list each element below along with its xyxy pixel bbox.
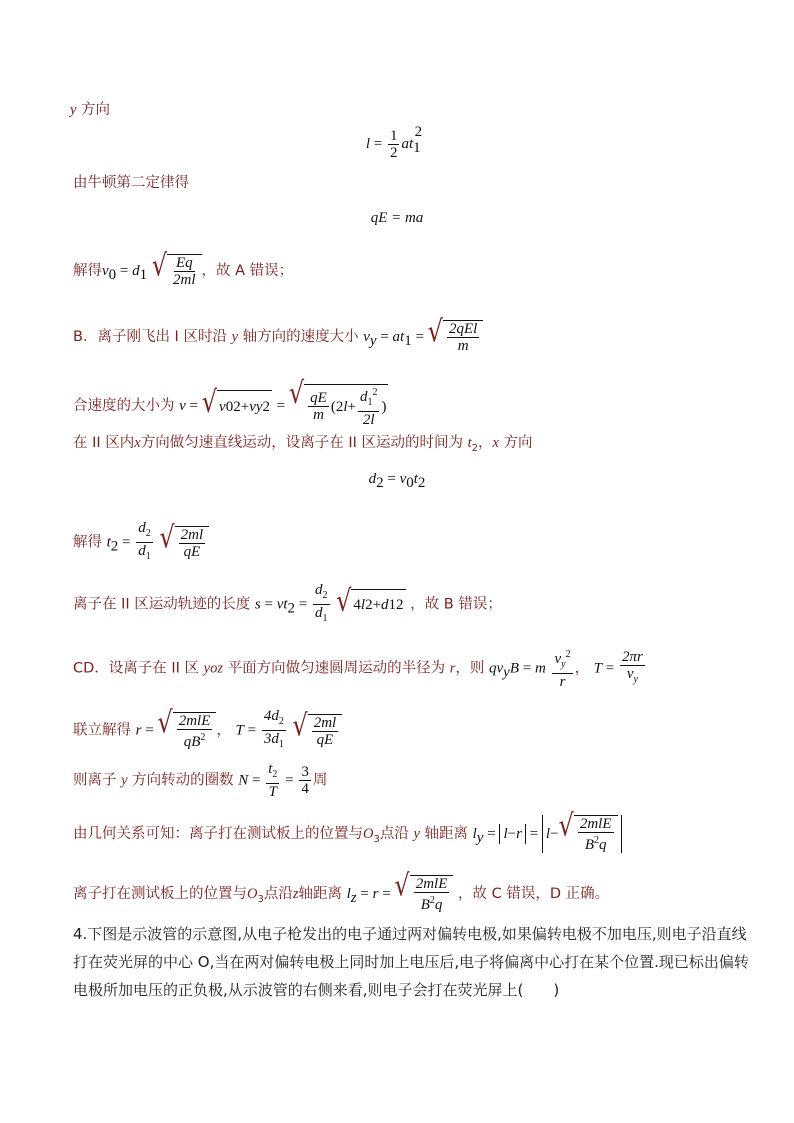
joint-solve-line: 联立解得 r = √ $\frac{\text{2mlE}}{qB^2}$ ， T = $\frac{4d_2}{3d_1}$ √ $\frac{2ml}{qE}$: [73, 708, 342, 753]
solve-v0-line: 解得$v_0 = d_1$ √ $\frac{Eq}{2ml}$ ，故 A 错误；: [73, 248, 294, 288]
turns-line: 则离子 y 方向转动的圈数 N = $\frac{t_2}{T}$ = $\frac{3}{4}$ 周: [73, 761, 328, 800]
region2-line: 在 II 区内x方向做匀速直线运动，设离子在 II 区运动的时间为 $t_2$，x 方向: [73, 435, 533, 454]
trajectory-length-line: 离子在 II 区运动轨迹的长度 $s = vt_2$ = $\frac{d_2}{d_1}$ √ 4 l 2 + d 1 2 ，故 B 错误；: [73, 582, 502, 624]
z-axis-line: 离子打在测试板上的位置与$O_3$点沿z轴距离 $l_z = r$ = √ $\frac{\text{2mlE}}{B^2q}$ ，故 C 错误，D 正确。: [73, 868, 610, 913]
b-option-line: B．离子刚飞出 I 区时沿 y 轴方向的速度大小 $v_y = at_1$ = √ $\frac{\text{2qEl}}{m}$: [73, 320, 483, 354]
equation-d2: $d_2 = v_0t_2$: [368, 471, 426, 491]
equation-l: l = $\frac{1}{2}$ $at_1^2$: [365, 124, 423, 162]
equation-qe-ma: qE = ma: [370, 210, 424, 226]
solve-t2-line: 解得 $t_2$ = $\frac{d_2}{d_1}$ √ $\frac{2ml}{qE}$: [73, 520, 209, 565]
cd-option-line: CD．设离子在 II 区 yoz 平面方向做匀速圆周运动的半径为 r，则 $qv_yB = m$ $\frac{v_y^2}{r}$ ， T = $\frac{2\pi r}{v_y}$: [73, 649, 643, 690]
resultant-velocity-line: 合速度的大小为 v = √ v 0 2 + v y 2 = √ $\frac{qE}{m}$ (2 l + $\frac{d_1^2}{2l}$ ): [73, 375, 387, 428]
geometry-line: 由几何关系可知：离子打在测试板上的位置与$O_3$点沿 y 轴距离 $l_y$ = l − r = l − √ $\frac{\text{2mlE}}{B^2q}$: [73, 815, 622, 853]
newton-text: 由牛顿第二定律得: [73, 175, 189, 191]
y-direction-label: y 方向: [70, 102, 111, 118]
question-4-text: 4.下图是示波管的示意图,从电子枪发出的电子通过两对偏转电极,如果偏转电极不加电压,则电子沿直线打在荧光屏的中心 O,当在两对偏转电极上同时加上电压后,电子将偏离中心打在某个位置.现已标出偏转电极所加电压的正负极,从示波管的右侧来看,则电子会打在荧光屏上( ): [73, 925, 749, 999]
